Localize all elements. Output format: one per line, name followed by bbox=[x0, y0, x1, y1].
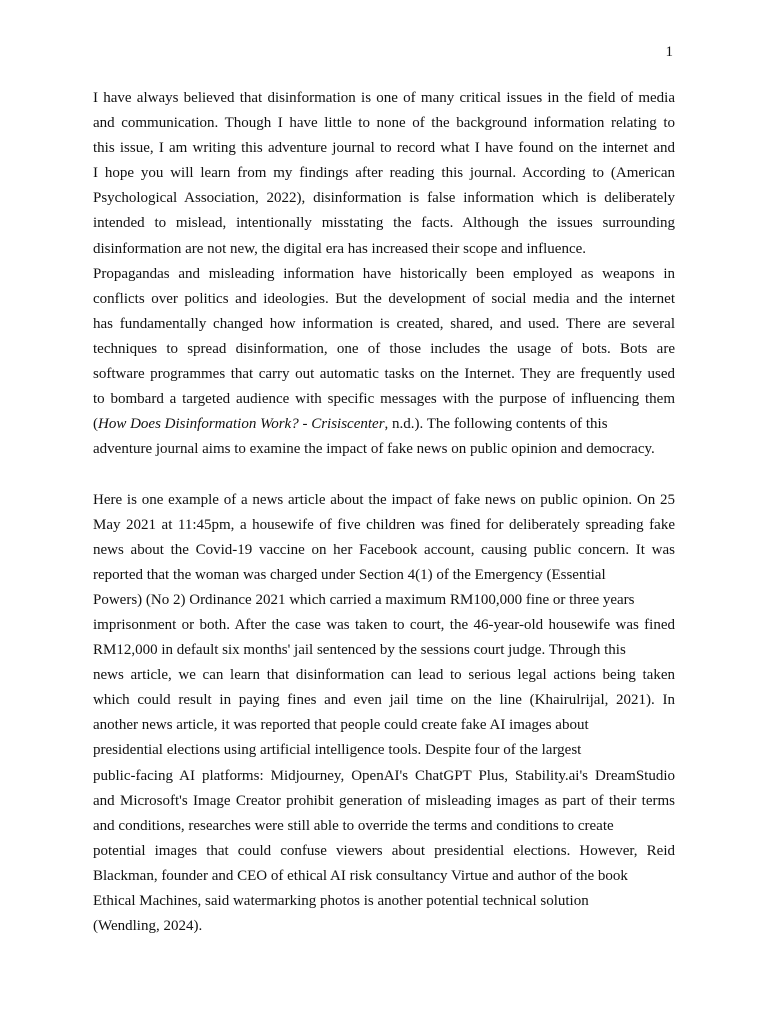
text-line: to bombard a targeted audience with specific messages with the purpose of influencing them bbox=[93, 391, 675, 408]
text-line: news article, we can learn that disinformation can lead to serious legal actions being taken bbox=[93, 667, 675, 684]
text-line: Here is one example of a news article about the impact of fake news on public opinion. On 25 bbox=[93, 491, 675, 508]
text-line: adventure journal aims to examine the impact of fake news on public opinion and democracy. bbox=[93, 441, 655, 458]
text-line: I hope you will learn from my findings after reading this journal. According to (American bbox=[93, 165, 675, 182]
text-line: imprisonment or both. After the case was taken to court, the 46-year-old housewife was fined bbox=[93, 616, 675, 633]
text-line: RM12,000 in default six months' jail sentenced by the sessions court judge. Through this bbox=[93, 642, 626, 659]
text-line: Psychological Association, 2022), disinformation is false information which is deliberately bbox=[93, 190, 675, 207]
citation-title: How Does Disinformation Work? - Crisiscenter bbox=[98, 416, 385, 433]
paragraph-news-examples bbox=[93, 488, 675, 940]
text-line: reported that the woman was charged under Section 4(1) of the Emergency (Essential bbox=[93, 566, 606, 583]
text-line: (Wendling, 2024). bbox=[93, 918, 203, 935]
text-line: disinformation are not new, the digital era has increased their scope and influence. bbox=[93, 240, 587, 257]
text-line: software programmes that carry out automatic tasks on the Internet. They are frequently used bbox=[93, 366, 675, 383]
text-line: public-facing AI platforms: Midjourney, OpenAI's ChatGPT Plus, Stability.ai's DreamStudio bbox=[93, 767, 675, 784]
text-line: Propagandas and misleading information have historically been employed as weapons in bbox=[93, 265, 675, 282]
citation-rest: , n.d.). The following contents of this bbox=[384, 416, 608, 433]
text-line: conflicts over politics and ideologies. But the development of social media and the internet bbox=[93, 290, 675, 307]
citation-open: ( bbox=[93, 416, 98, 433]
page-number: 1 bbox=[665, 44, 673, 60]
text-line: and communication. Though I have little to none of the background information relating to bbox=[93, 115, 675, 132]
text-line: I have always believed that disinformation is one of many critical issues in the field of media bbox=[93, 90, 675, 106]
text-line: news about the Covid-19 vaccine on her Facebook account, causing public concern. It was bbox=[93, 541, 675, 558]
text-line: this issue, I am writing this adventure journal to record what I have found on the internet and bbox=[93, 140, 675, 157]
text-line: techniques to spread disinformation, one of those includes the usage of bots. Bots are bbox=[93, 340, 675, 357]
citation-line bbox=[93, 412, 675, 437]
text-line: intended to mislead, intentionally misstating the facts. Although the issues surrounding bbox=[93, 215, 675, 232]
text-line: May 2021 at 11:45pm, a housewife of five children was fined for deliberately spreading fake bbox=[93, 516, 675, 533]
text-line: presidential elections using artificial intelligence tools. Despite four of the largest bbox=[93, 742, 582, 759]
text-line: which could result in paying fines and even jail time on the line (Khairulrijal, 2021). In bbox=[93, 692, 675, 709]
text-line: has fundamentally changed how information is created, shared, and used. There are several bbox=[93, 315, 675, 332]
text-line: potential images that could confuse viewers about presidential elections. However, Reid bbox=[93, 842, 675, 859]
text-line: Ethical Machines, said watermarking photos is another potential technical solution bbox=[93, 893, 589, 909]
text-line: another news article, it was reported that people could create fake AI images about bbox=[93, 717, 589, 734]
text-line: Powers) (No 2) Ordinance 2021 which carried a maximum RM100,000 fine or three years bbox=[93, 591, 635, 608]
text-line: Blackman, founder and CEO of ethical AI risk consultancy Virtue and author of the book bbox=[93, 867, 628, 884]
text-line: and conditions, researches were still able to override the terms and conditions to create bbox=[93, 817, 614, 834]
paragraph-disinformation-intro bbox=[93, 86, 675, 462]
body-text bbox=[93, 86, 675, 939]
text-line: and Microsoft's Image Creator prohibit generation of misleading images as part of their terms bbox=[93, 792, 675, 809]
